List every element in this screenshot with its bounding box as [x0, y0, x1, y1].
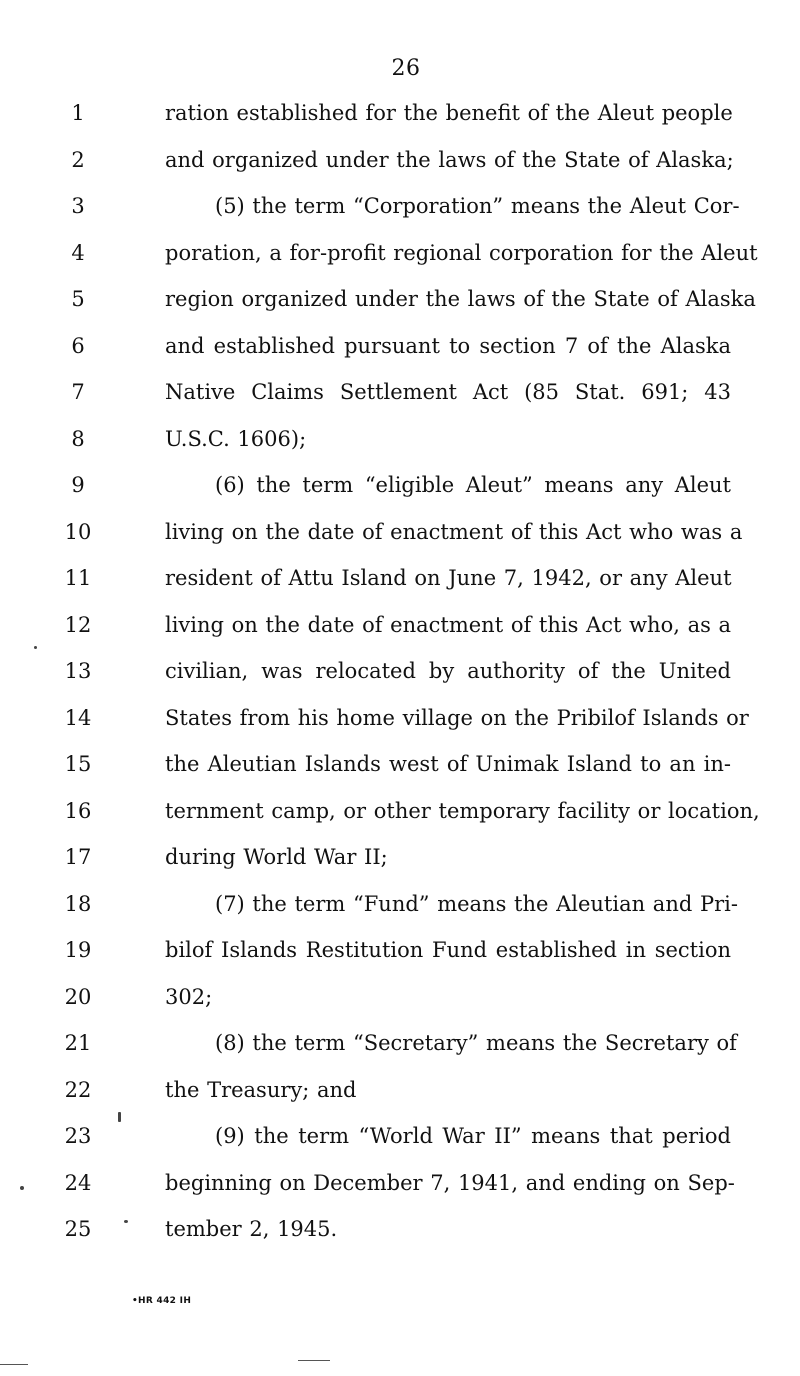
bill-line: [0, 1209, 800, 1256]
line-text: beginning on December 7, 1941, and ending on Sep-: [165, 1170, 735, 1195]
line-text: (6) the term “eligible Aleut” means any Aleut: [215, 473, 731, 497]
bill-line: [0, 1116, 800, 1163]
bill-line: [0, 140, 800, 187]
bill-line: [0, 884, 800, 931]
line-number: 23: [64, 1124, 92, 1148]
line-text: living on the date of enactment of this Act who was a: [165, 519, 743, 544]
line-text: ternment camp, or other temporary facility or location,: [165, 798, 760, 823]
bill-line: [0, 279, 800, 326]
line-text: (5) the term “Corporation” means the Aleut Cor-: [215, 194, 740, 218]
line-number: 9: [71, 473, 85, 497]
line-number: 7: [71, 380, 85, 404]
bill-line: [0, 1163, 800, 1210]
scan-speck: [20, 1186, 24, 1190]
line-number: 8: [71, 426, 85, 451]
line-text: poration, a for-profit regional corporation for the Aleut: [165, 240, 758, 265]
line-number: 3: [71, 194, 85, 218]
line-text: and organized under the laws of the State of Alaska;: [165, 147, 734, 172]
line-text: 302;: [165, 984, 213, 1009]
line-number: 14: [64, 705, 92, 730]
line-text: and established pursuant to section 7 of the Alaska: [165, 333, 731, 358]
line-text: Native Claims Settlement Act (85 Stat. 691; 43: [165, 380, 731, 404]
line-number: 17: [64, 845, 92, 869]
line-number: 11: [64, 566, 92, 590]
bill-line: [0, 977, 800, 1024]
line-number: 10: [64, 519, 92, 544]
scan-speck: [124, 1220, 128, 1223]
line-number: 19: [64, 938, 92, 962]
line-text: living on the date of enactment of this Act who, as a: [165, 612, 732, 637]
line-number: 16: [64, 798, 92, 823]
line-text: civilian, was relocated by authority of the United: [165, 659, 731, 683]
bill-line: [0, 372, 800, 419]
line-number: 2: [71, 147, 85, 172]
scan-speck: [118, 1112, 121, 1122]
line-text: States from his home village on the Pribilof Islands or: [165, 705, 749, 730]
line-number: 18: [64, 891, 92, 916]
line-text: region organized under the laws of the State of Alaska: [165, 287, 756, 311]
line-text: (7) the term “Fund” means the Aleutian and Pri-: [215, 891, 738, 916]
bill-line: [0, 512, 800, 559]
line-number: 13: [64, 659, 92, 683]
bill-line: [0, 605, 800, 652]
line-number: 6: [71, 333, 85, 358]
page-number: 26: [391, 56, 421, 81]
line-number: 4: [71, 240, 85, 265]
line-text: (9) the term “World War II” means that period: [215, 1124, 731, 1148]
bill-line: [0, 419, 800, 466]
line-number: 21: [64, 1031, 92, 1055]
line-text: (8) the term “Secretary” means the Secretary of: [215, 1031, 737, 1055]
scan-dash: [0, 1364, 28, 1365]
line-text: the Aleutian Islands west of Unimak Island to an in-: [165, 752, 731, 776]
bill-line: [0, 1070, 800, 1117]
bill-line: [0, 326, 800, 373]
line-text: bilof Islands Restitution Fund established in section: [165, 938, 731, 962]
bill-line: [0, 465, 800, 512]
line-text: during World War II;: [165, 845, 388, 869]
bill-line: [0, 1023, 800, 1070]
line-text: resident of Attu Island on June 7, 1942, or any Aleut: [165, 566, 732, 590]
line-number: 12: [64, 612, 92, 637]
line-text: ration established for the benefit of the Aleut people: [165, 101, 733, 125]
line-number: 24: [64, 1170, 92, 1195]
line-text: the Treasury; and: [165, 1077, 357, 1102]
bill-line: [0, 837, 800, 884]
bill-line: [0, 651, 800, 698]
line-number: 1: [71, 101, 85, 125]
bill-identifier-footer: •HR 442 IH: [132, 1296, 192, 1306]
line-number: 15: [64, 752, 92, 776]
line-number: 22: [64, 1077, 92, 1102]
bill-line: [0, 930, 800, 977]
bill-line: [0, 233, 800, 280]
bill-line: [0, 744, 800, 791]
bill-line: [0, 558, 800, 605]
line-number: 5: [71, 287, 85, 311]
bill-line: [0, 698, 800, 745]
scan-dash: [298, 1360, 330, 1361]
line-number: 20: [64, 984, 92, 1009]
bill-text: [0, 93, 800, 1256]
line-text: tember 2, 1945.: [165, 1217, 338, 1241]
scan-speck: [34, 646, 37, 649]
bill-line: [0, 93, 800, 140]
bill-line: [0, 186, 800, 233]
bill-line: [0, 791, 800, 838]
line-number: 25: [64, 1217, 92, 1241]
line-text: U.S.C. 1606);: [165, 426, 307, 451]
